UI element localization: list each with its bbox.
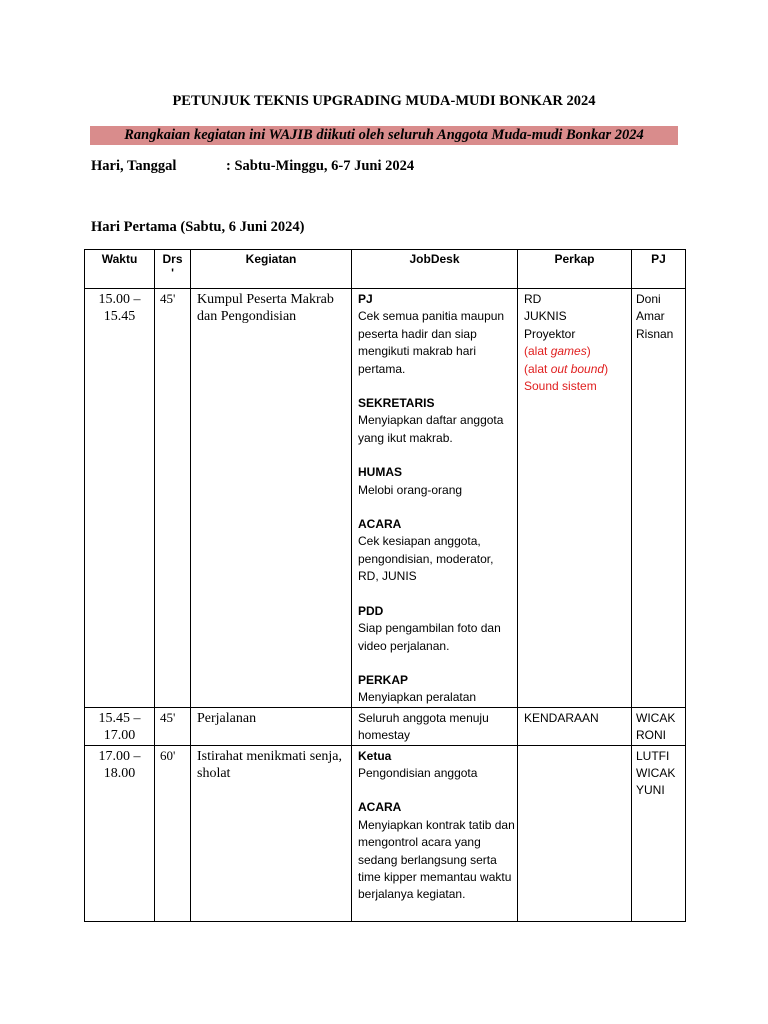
col-header-pj: PJ: [632, 250, 686, 289]
col-header-jobdesk: JobDesk: [352, 250, 518, 289]
pj-name: WICAK: [636, 765, 676, 780]
col-header-kegiatan: Kegiatan: [191, 250, 352, 289]
perkap-item-italic: games: [550, 344, 587, 359]
jobdesk-role: PJ: [358, 292, 373, 306]
jobdesk-block: [358, 395, 517, 447]
jobdesk-text: Menyiapkan peralatan: [358, 690, 477, 705]
perkap-item-highlight: [524, 343, 631, 360]
perkap-item-prefix: (alat: [524, 361, 551, 376]
perkap-item: Proyektor: [524, 326, 576, 341]
jobdesk-text: Siap pengambilan foto dan video perjalanan.: [358, 621, 501, 653]
perkap-item-italic: out bound: [550, 361, 605, 376]
col-header-drs-label: Drs: [162, 252, 183, 266]
cell-drs: 45': [155, 707, 191, 745]
jobdesk-block: [358, 464, 517, 499]
date-row: [91, 158, 414, 175]
jobdesk-text: Cek semua panitia maupun peserta hadir dan siap mengikuti makrab hari pertama.: [358, 309, 505, 376]
date-label: Hari, Tanggal: [91, 158, 177, 174]
cell-kegiatan: Perjalanan: [191, 707, 352, 745]
jobdesk-block: [358, 672, 517, 707]
jobdesk-block: [358, 603, 517, 655]
cell-pj: [632, 745, 686, 921]
jobdesk-block: [358, 291, 517, 378]
cell-jobdesk: [352, 289, 518, 708]
pj-name: RONI: [636, 728, 666, 743]
table-header-row: [85, 250, 686, 289]
perkap-item: JUKNIS: [524, 309, 567, 324]
jobdesk-role: SEKRETARIS: [358, 396, 435, 411]
pj-name: LUTFI: [636, 748, 670, 763]
pj-name: Amar: [636, 309, 665, 324]
cell-pj: [632, 707, 686, 745]
date-value: : Sabtu-Minggu, 6-7 Juni 2024: [226, 158, 415, 174]
cell-kegiatan: Istirahat menikmati senja, sholat: [191, 745, 352, 921]
col-header-waktu: Waktu: [85, 250, 155, 289]
cell-waktu: 17.00 – 18.00: [85, 745, 155, 921]
perkap-item-suffix: ): [604, 361, 609, 376]
cell-waktu: 15.45 – 17.00: [85, 707, 155, 745]
jobdesk-text: Menyiapkan daftar anggota yang ikut makrab.: [358, 413, 504, 445]
jobdesk-role: ACARA: [358, 800, 402, 815]
cell-perkap: [518, 289, 632, 708]
jobdesk-role: HUMAS: [358, 465, 402, 480]
jobdesk-role: ACARA: [358, 517, 402, 532]
pj-name: Risnan: [636, 326, 674, 341]
perkap-item: RD: [524, 292, 542, 306]
pj-name: YUNI: [636, 783, 665, 798]
notice-banner: Rangkaian kegiatan ini WAJIB diikuti oleh seluruh Anggota Muda-mudi Bonkar 2024: [90, 126, 678, 145]
table-row: [85, 745, 686, 921]
jobdesk-block: [358, 748, 517, 783]
perkap-item-highlight: [524, 361, 631, 378]
pj-name: Doni: [636, 292, 661, 306]
jobdesk-role: Ketua: [358, 748, 392, 763]
cell-jobdesk: Seluruh anggota menuju homestay: [352, 707, 518, 745]
cell-perkap: KENDARAAN: [518, 707, 632, 745]
table-row: [85, 707, 686, 745]
jobdesk-role: PERKAP: [358, 672, 409, 687]
cell-drs: 60': [155, 745, 191, 921]
perkap-item-suffix: ): [586, 344, 591, 359]
cell-perkap: [518, 745, 632, 921]
jobdesk-role: PDD: [358, 603, 384, 618]
cell-jobdesk: [352, 745, 518, 921]
jobdesk-text: Melobi orang-orang: [358, 482, 463, 497]
jobdesk-text: Menyiapkan kontrak tatib dan mengontrol acara yang sedang berlangsung serta time kipper memantau waktu berjalanya kegiatan.: [358, 817, 515, 902]
perkap-item-highlight: Sound sistem: [524, 379, 597, 394]
col-header-drs: [155, 250, 191, 289]
pj-name: WICAK: [636, 710, 676, 725]
cell-pj: [632, 289, 686, 708]
cell-kegiatan: Kumpul Peserta Makrab dan Pengondisian: [191, 289, 352, 708]
cell-waktu: 15.00 – 15.45: [85, 289, 155, 708]
col-header-drs-suffix: ': [171, 266, 174, 280]
jobdesk-block: [358, 799, 517, 903]
jobdesk-text: Cek kesiapan anggota, pengondisian, moderator, RD, JUNIS: [358, 534, 494, 584]
cell-drs: 45': [155, 289, 191, 708]
day-title: Hari Pertama (Sabtu, 6 Juni 2024): [91, 219, 305, 235]
page-title: PETUNJUK TEKNIS UPGRADING MUDA-MUDI BONKAR 2024: [172, 93, 596, 109]
table-row: [85, 289, 686, 708]
col-header-perkap: Perkap: [518, 250, 632, 289]
jobdesk-block: [358, 516, 517, 586]
perkap-item-prefix: (alat: [524, 344, 551, 359]
jobdesk-text: Pengondisian anggota: [358, 765, 478, 780]
schedule-table: [84, 249, 686, 922]
